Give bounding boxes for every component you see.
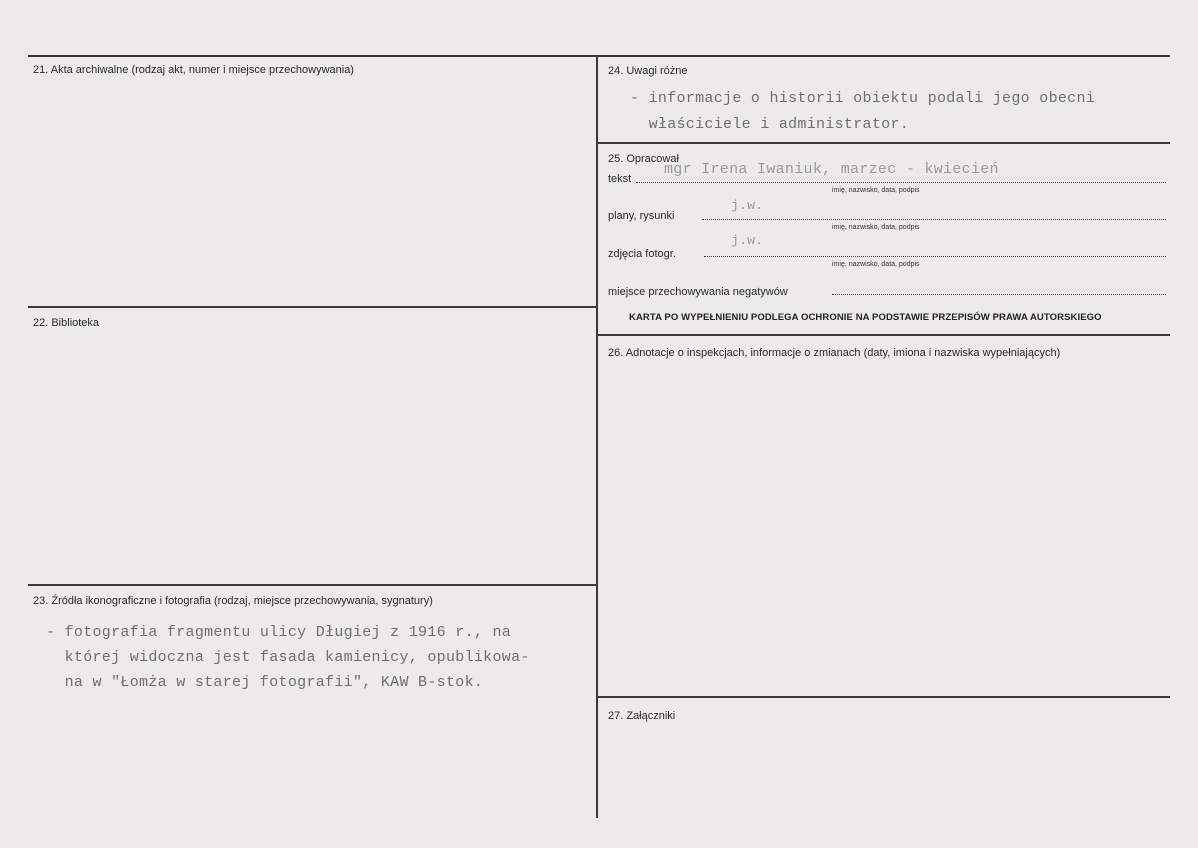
tekst-value: mgr Irena Iwaniuk, marzec - kwiecień — [664, 161, 999, 178]
rule-25-26 — [598, 334, 1170, 336]
plany-dotted-line — [702, 219, 1166, 220]
section-24-line-1: - informacje o historii obiektu podali jego obecni — [630, 90, 1096, 107]
top-rule — [28, 55, 1170, 57]
rule-22-23 — [28, 584, 596, 586]
section-23-label: 23. Źródła ikonograficzne i fotografia (rodzaj, miejsce przechowywania, sygnatury) — [33, 595, 433, 607]
zdjecia-caption: imię, nazwisko, data, podpis — [832, 261, 920, 268]
zdjecia-dotted-line — [704, 256, 1166, 257]
tekst-caption: imię, nazwisko, data, podpis — [832, 187, 920, 194]
section-26-label: 26. Adnotacje o inspekcjach, informacje o zmianach (daty, imiona i nazwiska wypełniających) — [608, 347, 1061, 359]
rule-26-27 — [598, 696, 1170, 698]
negatywy-label: miejsce przechowywania negatywów — [608, 286, 788, 298]
section-22-label: 22. Biblioteka — [33, 317, 100, 329]
rule-24-25 — [598, 142, 1170, 144]
tekst-dotted-line — [636, 182, 1166, 183]
tekst-label: tekst — [608, 173, 632, 185]
copyright-notice: KARTA PO WYPEŁNIENIU PODLEGA OCHRONIE NA PODSTAWIE PRZEPISÓW PRAWA AUTORSKIEGO — [629, 312, 1102, 323]
center-divider — [596, 56, 598, 818]
zdjecia-value: j.w. — [731, 233, 764, 248]
section-21-label: 21. Akta archiwalne (rodzaj akt, numer i miejsce przechowywania) — [33, 64, 354, 76]
section-23-line-3: na w "Łomża w starej fotografii", KAW B-stok. — [46, 674, 484, 691]
section-24-line-2: właściciele i administrator. — [630, 116, 910, 133]
rule-21-22 — [28, 306, 596, 308]
section-23-line-1: - fotografia fragmentu ulicy Długiej z 1916 r., na — [46, 624, 512, 641]
negatywy-dotted-line — [832, 294, 1166, 295]
section-25-label: 25. Opracował — [608, 153, 679, 165]
plany-caption: imię, nazwisko, data, podpis — [832, 224, 920, 231]
section-23-line-2: której widoczna jest fasada kamienicy, opublikowa- — [46, 649, 530, 666]
section-24-label: 24. Uwagi różne — [608, 65, 688, 77]
plany-value: j.w. — [731, 198, 764, 213]
zdjecia-label: zdjęcia fotogr. — [608, 248, 676, 260]
section-27-label: 27. Załączniki — [608, 710, 676, 722]
plany-label: plany, rysunki — [608, 210, 675, 222]
